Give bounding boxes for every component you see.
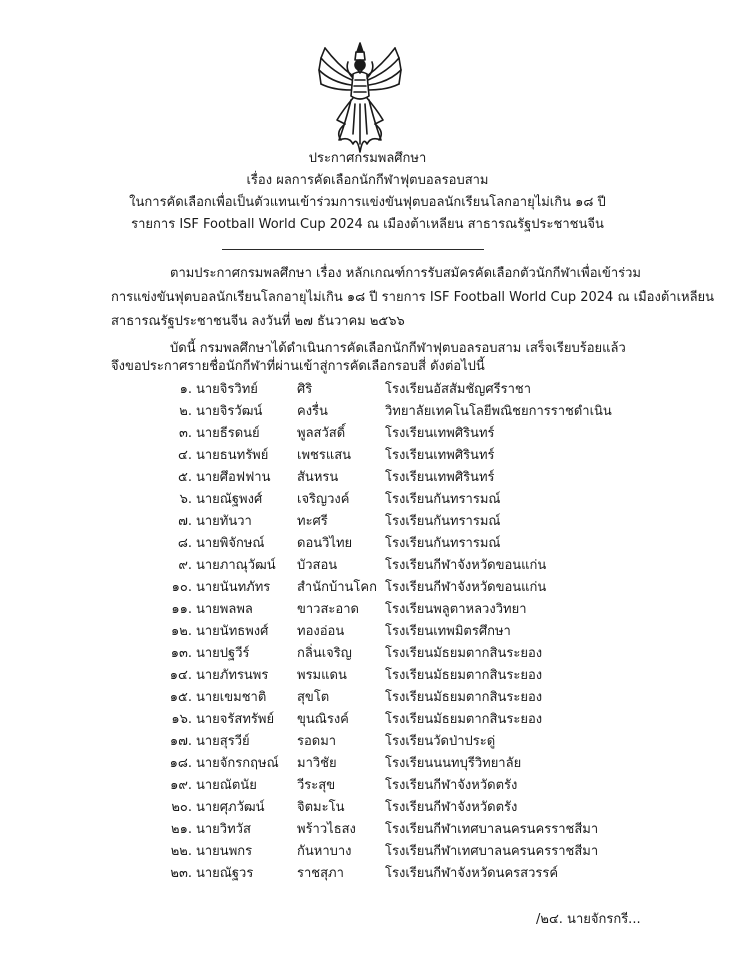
list-item xyxy=(0,709,735,730)
item-number: ๘. xyxy=(177,536,192,551)
athlete-last-name: คงรื่น xyxy=(297,404,328,419)
list-item xyxy=(0,775,735,796)
list-item xyxy=(0,687,735,708)
athlete-school: โรงเรียนเทพศิรินทร์ xyxy=(385,448,495,463)
athlete-last-name: ขุนณิรงค์ xyxy=(297,712,349,727)
list-item xyxy=(0,819,735,840)
athlete-last-name: สำนักบ้านโคก xyxy=(297,580,377,595)
list-item xyxy=(0,401,735,422)
list-item xyxy=(0,841,735,862)
item-number: ๑๖. xyxy=(171,712,192,727)
athlete-school: โรงเรียนพลูตาหลวงวิทยา xyxy=(385,602,527,617)
paragraph-2-line-2: จึงขอประกาศรายชื่อนักกีฬาที่ผ่านเข้าสู่การคัดเลือกรอบสี่ ดังต่อไปนี้ xyxy=(111,359,485,374)
item-number: ๑๓. xyxy=(170,646,192,661)
list-item xyxy=(0,753,735,774)
athlete-school: โรงเรียนอัสสัมชัญศรีราชา xyxy=(385,382,532,397)
item-number: ๓. xyxy=(178,426,192,441)
list-item xyxy=(0,445,735,466)
athlete-last-name: รอดมา xyxy=(297,734,337,749)
athlete-first-name: นายเขมชาติ xyxy=(196,690,267,705)
athlete-school: โรงเรียนกีฬาจังหวัดตรัง xyxy=(385,800,518,815)
item-number: ๑๑. xyxy=(171,602,192,617)
item-number: ๒๐. xyxy=(171,800,192,815)
athlete-first-name: นายธนทรัพย์ xyxy=(196,448,269,463)
list-item xyxy=(0,665,735,686)
athlete-last-name: ราชสุภา xyxy=(297,866,344,881)
item-number: ๕. xyxy=(178,470,192,485)
athlete-first-name: นายณัฐวร xyxy=(196,866,254,881)
athlete-school: โรงเรียนกีฬาจังหวัดนครสวรรค์ xyxy=(385,866,559,881)
athlete-first-name: นายจักรกฤษณ์ xyxy=(196,756,279,771)
item-number: ๒. xyxy=(179,404,192,419)
athlete-last-name: มาวิชัย xyxy=(297,756,337,771)
athlete-first-name: นายณัตนัย xyxy=(196,778,257,793)
athlete-first-name: นายจิรวัฒน์ xyxy=(196,404,263,419)
athlete-school: โรงเรียนเทพมิตรศึกษา xyxy=(385,624,511,639)
athlete-last-name: วีระสุข xyxy=(297,778,336,793)
athlete-school: โรงเรียนกีฬาจังหวัดขอนแก่น xyxy=(385,558,547,573)
athlete-school: โรงเรียนมัธยมตากสินระยอง xyxy=(385,712,543,727)
item-number: ๑๒. xyxy=(171,624,192,639)
item-number: ๗. xyxy=(178,514,192,529)
athlete-last-name: พูลสวัสดิ์ xyxy=(297,426,346,441)
list-item xyxy=(0,643,735,664)
item-number: ๑๐. xyxy=(171,580,192,595)
athlete-last-name: พร้าวไธสง xyxy=(297,822,356,837)
athlete-first-name: นายภาณุวัฒน์ xyxy=(196,558,276,573)
athlete-last-name: ดอนวิไทย xyxy=(297,536,353,551)
athlete-first-name: นายจิรวิทย์ xyxy=(196,382,258,397)
athlete-last-name: บัวสอน xyxy=(297,558,338,573)
item-number: ๒๓. xyxy=(170,866,192,881)
athlete-last-name: ทะศรี xyxy=(297,514,328,529)
list-item xyxy=(0,863,735,884)
item-number: ๑๗. xyxy=(169,734,192,749)
athlete-first-name: นายพิจักษณ์ xyxy=(196,536,265,551)
athlete-last-name: กันหาบาง xyxy=(297,844,352,859)
athlete-first-name: นายนพกร xyxy=(196,844,253,859)
athlete-first-name: นายทันวา xyxy=(196,514,252,529)
athlete-last-name: สันหรน xyxy=(297,470,339,485)
paragraph-1-line-3: สาธารณรัฐประชาชนจีน ลงวันที่ ๒๗ ธันวาคม ๒๕๖๖ xyxy=(111,314,405,329)
paragraph-1-line-2: การแข่งขันฟุตบอลนักเรียนโลกอายุไม่เกิน ๑๘ ปี รายการ ISF Football World Cup 2024 ณ เมืองต้าเหลียน xyxy=(111,290,715,305)
item-number: ๙. xyxy=(178,558,192,573)
athlete-school: โรงเรียนกันทรารมณ์ xyxy=(385,514,501,529)
list-item xyxy=(0,423,735,444)
athlete-first-name: นายจรัสทรัพย์ xyxy=(196,712,275,727)
athlete-first-name: นายนันทภัทร xyxy=(196,580,271,595)
list-item xyxy=(0,489,735,510)
athlete-school: โรงเรียนวัดป่าประดู่ xyxy=(385,734,496,749)
athlete-school: โรงเรียนเทพศิรินทร์ xyxy=(385,426,495,441)
athlete-last-name: จิตมะโน xyxy=(297,800,345,815)
page-continuation: /๒๔. นายจักรกรี... xyxy=(536,912,641,927)
item-number: ๔. xyxy=(178,448,192,463)
athlete-school: โรงเรียนกันทรารมณ์ xyxy=(385,492,501,507)
list-item xyxy=(0,555,735,576)
athlete-last-name: สุขโต xyxy=(297,690,330,705)
athlete-first-name: นายพลพล xyxy=(196,602,253,617)
item-number: ๑. xyxy=(179,382,192,397)
item-number: ๒๒. xyxy=(170,844,192,859)
athlete-school: โรงเรียนกีฬาจังหวัดตรัง xyxy=(385,778,518,793)
document-title: ประกาศกรมพลศึกษา xyxy=(308,151,427,166)
athlete-first-name: นายวิทวัส xyxy=(196,822,251,837)
athlete-school: โรงเรียนกีฬาเทศบาลนครนครราชสีมา xyxy=(385,822,599,837)
item-number: ๑๘. xyxy=(169,756,192,771)
list-item xyxy=(0,379,735,400)
garuda-emblem-icon xyxy=(315,40,405,160)
athlete-school: โรงเรียนเทพศิรินทร์ xyxy=(385,470,495,485)
athlete-first-name: นายปฐวีร์ xyxy=(196,646,250,661)
athlete-last-name: ทองอ่อน xyxy=(297,624,345,639)
athlete-first-name: นายธีรดนย์ xyxy=(196,426,260,441)
paragraph-1-line-1: ตามประกาศกรมพลศึกษา เรื่อง หลักเกณฑ์การรับสมัครคัดเลือกตัวนักกีฬาเพื่อเข้าร่วม xyxy=(170,266,641,281)
paragraph-2-line-1: บัดนี้ กรมพลศึกษาได้ดำเนินการคัดเลือกนักกีฬาฟุตบอลรอบสาม เสร็จเรียบร้อยแล้ว xyxy=(170,341,626,356)
list-item xyxy=(0,577,735,598)
athlete-school: โรงเรียนกันทรารมณ์ xyxy=(385,536,501,551)
list-item xyxy=(0,467,735,488)
athlete-last-name: เพชรแสน xyxy=(297,448,352,463)
item-number: ๒๑. xyxy=(171,822,192,837)
athlete-first-name: นายศุภวัฒน์ xyxy=(196,800,265,815)
athlete-first-name: นายภัทรนพร xyxy=(196,668,269,683)
item-number: ๖. xyxy=(179,492,192,507)
athlete-school: โรงเรียนกีฬาเทศบาลนครนครราชสีมา xyxy=(385,844,599,859)
athlete-school: วิทยาลัยเทคโนโลยีพณิชยการราชดำเนิน xyxy=(385,404,612,419)
athlete-first-name: นายสุรวีย์ xyxy=(196,734,250,749)
athlete-school: โรงเรียนมัธยมตากสินระยอง xyxy=(385,668,543,683)
list-item xyxy=(0,599,735,620)
athlete-school: โรงเรียนมัธยมตากสินระยอง xyxy=(385,646,543,661)
item-number: ๑๕. xyxy=(169,690,192,705)
athlete-first-name: นายนัทธพงศ์ xyxy=(196,624,269,639)
athlete-first-name: นายณัฐพงศ์ xyxy=(196,492,263,507)
document-subject-line-2: ในการคัดเลือกเพื่อเป็นตัวแทนเข้าร่วมการแข่งขันฟุตบอลนักเรียนโลกอายุไม่เกิน ๑๘ ปี xyxy=(129,195,606,210)
athlete-school: โรงเรียนมัธยมตากสินระยอง xyxy=(385,690,543,705)
athlete-last-name: กลิ่นเจริญ xyxy=(297,646,352,661)
list-item xyxy=(0,797,735,818)
item-number: ๑๙. xyxy=(170,778,192,793)
list-item xyxy=(0,533,735,554)
athlete-last-name: เจริญวงค์ xyxy=(297,492,350,507)
header-divider xyxy=(222,249,484,250)
athlete-last-name: ขาวสะอาด xyxy=(297,602,359,617)
athlete-school: โรงเรียนกีฬาจังหวัดขอนแก่น xyxy=(385,580,547,595)
athlete-last-name: พรมแดน xyxy=(297,668,347,683)
list-item xyxy=(0,511,735,532)
list-item xyxy=(0,621,735,642)
athlete-last-name: ศิริ xyxy=(297,382,313,397)
athlete-first-name: นายศึอฟฟาน xyxy=(196,470,271,485)
athlete-school: โรงเรียนนนทบุรีวิทยาลัย xyxy=(385,756,522,771)
document-subject: เรื่อง ผลการคัดเลือกนักกีฬาฟุตบอลรอบสาม xyxy=(246,173,489,188)
list-item xyxy=(0,731,735,752)
item-number: ๑๔. xyxy=(169,668,192,683)
document-subject-line-3: รายการ ISF Football World Cup 2024 ณ เมืองต้าเหลียน สาธารณรัฐประชาชนจีน xyxy=(131,217,604,232)
